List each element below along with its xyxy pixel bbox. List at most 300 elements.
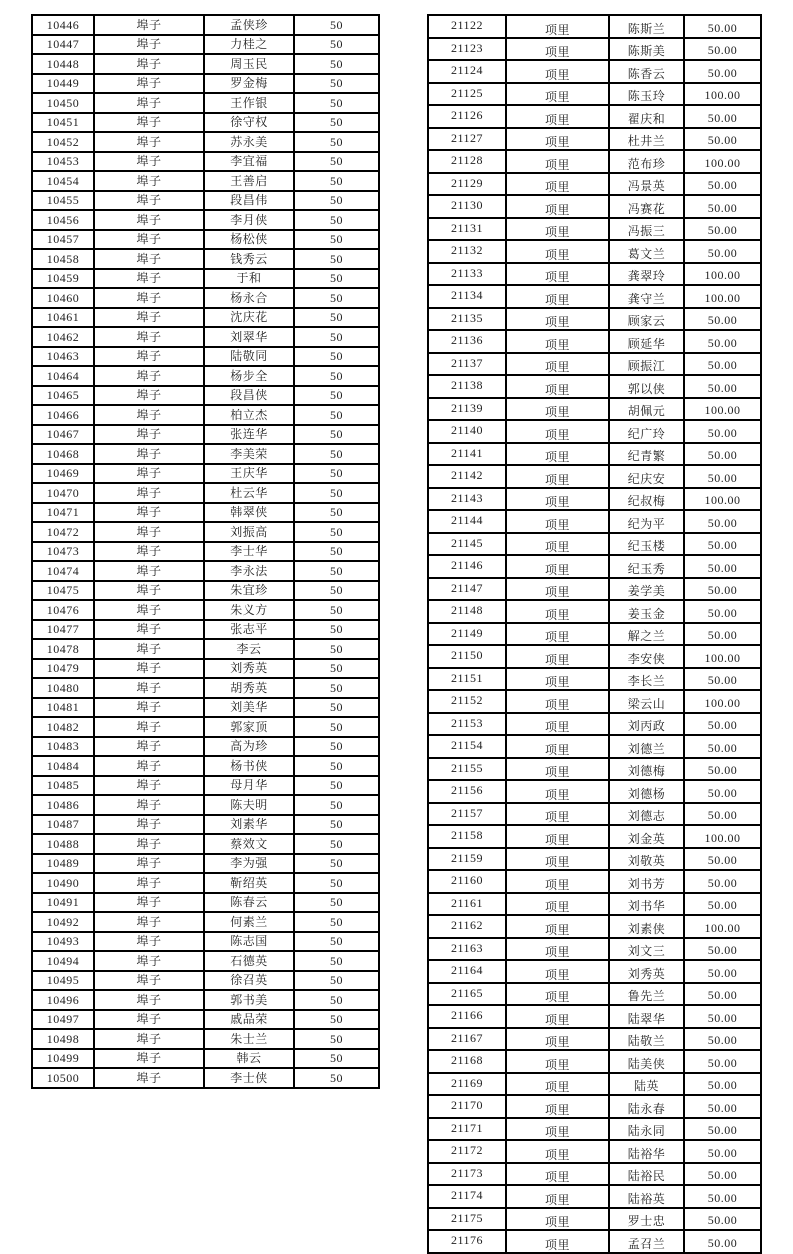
amount-cell: 100.00: [684, 150, 761, 173]
location-cell: 埠子: [94, 854, 204, 874]
id-cell: 21169: [428, 1073, 506, 1096]
location-cell: 项里: [506, 330, 609, 353]
location-cell: 项里: [506, 308, 609, 331]
table-row: [32, 132, 379, 152]
table-row: [428, 960, 761, 983]
amount-cell: 50: [294, 542, 379, 562]
id-cell: 21125: [428, 83, 506, 106]
location-cell: 埠子: [94, 717, 204, 737]
amount-cell: 50: [294, 678, 379, 698]
location-cell: 埠子: [94, 464, 204, 484]
table-row: [428, 105, 761, 128]
table-row: [428, 1073, 761, 1096]
location-cell: 项里: [506, 128, 609, 151]
location-cell: 项里: [506, 398, 609, 421]
name-cell: 刘德兰: [609, 735, 684, 758]
location-cell: 埠子: [94, 698, 204, 718]
table-row: [32, 990, 379, 1010]
table-row: [428, 533, 761, 556]
name-cell: 刘翠华: [204, 327, 294, 347]
id-cell: 10463: [32, 347, 94, 367]
location-cell: 项里: [506, 1028, 609, 1051]
location-cell: 埠子: [94, 405, 204, 425]
id-cell: 10458: [32, 249, 94, 269]
name-cell: 刘振高: [204, 522, 294, 542]
table-row: [32, 483, 379, 503]
table-row: [32, 912, 379, 932]
table-row: [32, 464, 379, 484]
table-row: [32, 54, 379, 74]
location-cell: 埠子: [94, 425, 204, 445]
table-row: [428, 443, 761, 466]
amount-cell: 50: [294, 288, 379, 308]
id-cell: 21173: [428, 1163, 506, 1186]
name-cell: 蔡效文: [204, 834, 294, 854]
location-cell: 埠子: [94, 951, 204, 971]
id-cell: 21170: [428, 1095, 506, 1118]
amount-cell: 50: [294, 327, 379, 347]
id-cell: 10488: [32, 834, 94, 854]
name-cell: 陆裕民: [609, 1163, 684, 1186]
name-cell: 周玉民: [204, 54, 294, 74]
id-cell: 10472: [32, 522, 94, 542]
table-row: [428, 983, 761, 1006]
id-cell: 21131: [428, 218, 506, 241]
id-cell: 10460: [32, 288, 94, 308]
table-row: [32, 1029, 379, 1049]
table-row: [428, 825, 761, 848]
location-cell: 项里: [506, 1185, 609, 1208]
id-cell: 10457: [32, 230, 94, 250]
name-cell: 李美荣: [204, 444, 294, 464]
name-cell: 范布珍: [609, 150, 684, 173]
name-cell: 高为珍: [204, 737, 294, 757]
name-cell: 杜云华: [204, 483, 294, 503]
id-cell: 10490: [32, 873, 94, 893]
location-cell: 项里: [506, 1163, 609, 1186]
name-cell: 母月华: [204, 776, 294, 796]
id-cell: 10486: [32, 795, 94, 815]
amount-cell: 50: [294, 893, 379, 913]
id-cell: 10447: [32, 35, 94, 55]
table-row: [32, 113, 379, 133]
name-cell: 刘金英: [609, 825, 684, 848]
left-table: [31, 14, 380, 1089]
id-cell: 21144: [428, 510, 506, 533]
amount-cell: 100.00: [684, 285, 761, 308]
amount-cell: 50: [294, 639, 379, 659]
location-cell: 埠子: [94, 1049, 204, 1069]
table-row: [32, 795, 379, 815]
table-row: [428, 420, 761, 443]
id-cell: 21155: [428, 758, 506, 781]
name-cell: 龚守兰: [609, 285, 684, 308]
amount-cell: 100.00: [684, 398, 761, 421]
right-table: [427, 14, 762, 1254]
name-cell: 陈夫明: [204, 795, 294, 815]
table-row: [32, 249, 379, 269]
id-cell: 21157: [428, 803, 506, 826]
table-row: [32, 542, 379, 562]
table-row: [32, 756, 379, 776]
name-cell: 翟庆和: [609, 105, 684, 128]
location-cell: 项里: [506, 285, 609, 308]
amount-cell: 50.00: [684, 443, 761, 466]
table-row: [32, 35, 379, 55]
location-cell: 埠子: [94, 1010, 204, 1030]
name-cell: 郭以侠: [609, 375, 684, 398]
location-cell: 项里: [506, 150, 609, 173]
table-row: [32, 288, 379, 308]
id-cell: 10467: [32, 425, 94, 445]
amount-cell: 50.00: [684, 758, 761, 781]
id-cell: 10494: [32, 951, 94, 971]
amount-cell: 50: [294, 269, 379, 289]
name-cell: 顾延华: [609, 330, 684, 353]
location-cell: 埠子: [94, 503, 204, 523]
name-cell: 刘敬英: [609, 848, 684, 871]
name-cell: 张志平: [204, 620, 294, 640]
location-cell: 埠子: [94, 171, 204, 191]
id-cell: 21168: [428, 1050, 506, 1073]
name-cell: 胡秀英: [204, 678, 294, 698]
location-cell: 项里: [506, 915, 609, 938]
table-row: [32, 503, 379, 523]
amount-cell: 50: [294, 1029, 379, 1049]
table-row: [428, 893, 761, 916]
table-row: [32, 581, 379, 601]
amount-cell: 50.00: [684, 803, 761, 826]
table-row: [32, 873, 379, 893]
id-cell: 10452: [32, 132, 94, 152]
name-cell: 陆永春: [609, 1095, 684, 1118]
name-cell: 胡佩元: [609, 398, 684, 421]
amount-cell: 50.00: [684, 195, 761, 218]
location-cell: 埠子: [94, 873, 204, 893]
location-cell: 项里: [506, 1073, 609, 1096]
name-cell: 鲁先兰: [609, 983, 684, 1006]
table-row: [428, 870, 761, 893]
table-row: [32, 93, 379, 113]
location-cell: 项里: [506, 1005, 609, 1028]
name-cell: 纪为平: [609, 510, 684, 533]
amount-cell: 50: [294, 932, 379, 952]
location-cell: 埠子: [94, 1029, 204, 1049]
id-cell: 21140: [428, 420, 506, 443]
amount-cell: 50: [294, 990, 379, 1010]
table-row: [32, 191, 379, 211]
amount-cell: 50.00: [684, 1005, 761, 1028]
id-cell: 10475: [32, 581, 94, 601]
location-cell: 埠子: [94, 834, 204, 854]
name-cell: 纪青繁: [609, 443, 684, 466]
table-row: [32, 308, 379, 328]
location-cell: 埠子: [94, 971, 204, 991]
name-cell: 李永法: [204, 561, 294, 581]
location-cell: 埠子: [94, 15, 204, 35]
id-cell: 21148: [428, 600, 506, 623]
id-cell: 21166: [428, 1005, 506, 1028]
amount-cell: 50: [294, 35, 379, 55]
location-cell: 项里: [506, 465, 609, 488]
table-row: [428, 735, 761, 758]
name-cell: 陈春云: [204, 893, 294, 913]
id-cell: 21124: [428, 60, 506, 83]
amount-cell: 100.00: [684, 488, 761, 511]
location-cell: 埠子: [94, 893, 204, 913]
location-cell: 项里: [506, 555, 609, 578]
table-row: [32, 1010, 379, 1030]
amount-cell: 50: [294, 1010, 379, 1030]
name-cell: 徐守权: [204, 113, 294, 133]
name-cell: 陈玉玲: [609, 83, 684, 106]
id-cell: 21165: [428, 983, 506, 1006]
location-cell: 项里: [506, 803, 609, 826]
location-cell: 项里: [506, 105, 609, 128]
amount-cell: 50.00: [684, 60, 761, 83]
amount-cell: 50.00: [684, 848, 761, 871]
table-row: [428, 803, 761, 826]
location-cell: 埠子: [94, 581, 204, 601]
amount-cell: 50: [294, 815, 379, 835]
name-cell: 顾振江: [609, 353, 684, 376]
table-row: [428, 915, 761, 938]
amount-cell: 50.00: [684, 893, 761, 916]
table-row: [428, 353, 761, 376]
amount-cell: 50: [294, 756, 379, 776]
location-cell: 项里: [506, 1230, 609, 1253]
amount-cell: 50: [294, 717, 379, 737]
id-cell: 10464: [32, 366, 94, 386]
location-cell: 埠子: [94, 132, 204, 152]
name-cell: 石德英: [204, 951, 294, 971]
location-cell: 项里: [506, 623, 609, 646]
table-row: [428, 83, 761, 106]
id-cell: 10478: [32, 639, 94, 659]
location-cell: 项里: [506, 848, 609, 871]
location-cell: 项里: [506, 645, 609, 668]
location-cell: 项里: [506, 690, 609, 713]
name-cell: 纪玉秀: [609, 555, 684, 578]
name-cell: 陈斯美: [609, 38, 684, 61]
table-row: [32, 210, 379, 230]
name-cell: 纪庆安: [609, 465, 684, 488]
name-cell: 刘德杨: [609, 780, 684, 803]
id-cell: 21143: [428, 488, 506, 511]
table-row: [428, 600, 761, 623]
id-cell: 21154: [428, 735, 506, 758]
name-cell: 姜学美: [609, 578, 684, 601]
name-cell: 沈庆花: [204, 308, 294, 328]
id-cell: 10453: [32, 152, 94, 172]
table-row: [428, 713, 761, 736]
id-cell: 21167: [428, 1028, 506, 1051]
location-cell: 项里: [506, 1118, 609, 1141]
name-cell: 戚品荣: [204, 1010, 294, 1030]
table-row: [428, 1163, 761, 1186]
id-cell: 21153: [428, 713, 506, 736]
location-cell: 埠子: [94, 1068, 204, 1088]
table-row: [32, 74, 379, 94]
amount-cell: 50: [294, 795, 379, 815]
location-cell: 项里: [506, 15, 609, 38]
id-cell: 21135: [428, 308, 506, 331]
name-cell: 力桂之: [204, 35, 294, 55]
table-row: [32, 932, 379, 952]
amount-cell: 50.00: [684, 375, 761, 398]
amount-cell: 50: [294, 1068, 379, 1088]
amount-cell: 50.00: [684, 128, 761, 151]
name-cell: 孟侠珍: [204, 15, 294, 35]
location-cell: 埠子: [94, 35, 204, 55]
name-cell: 李为强: [204, 854, 294, 874]
table-row: [32, 405, 379, 425]
table-row: [428, 375, 761, 398]
table-row: [428, 1185, 761, 1208]
table-row: [428, 15, 761, 38]
location-cell: 埠子: [94, 561, 204, 581]
amount-cell: 50.00: [684, 1073, 761, 1096]
table-row: [428, 330, 761, 353]
location-cell: 项里: [506, 60, 609, 83]
amount-cell: 50: [294, 659, 379, 679]
location-cell: 埠子: [94, 347, 204, 367]
id-cell: 21150: [428, 645, 506, 668]
id-cell: 21122: [428, 15, 506, 38]
id-cell: 21129: [428, 173, 506, 196]
location-cell: 埠子: [94, 191, 204, 211]
id-cell: 21141: [428, 443, 506, 466]
amount-cell: 50.00: [684, 15, 761, 38]
id-cell: 10483: [32, 737, 94, 757]
location-cell: 项里: [506, 83, 609, 106]
id-cell: 10496: [32, 990, 94, 1010]
amount-cell: 50.00: [684, 1208, 761, 1231]
name-cell: 解之兰: [609, 623, 684, 646]
name-cell: 李云: [204, 639, 294, 659]
amount-cell: 50.00: [684, 510, 761, 533]
id-cell: 21160: [428, 870, 506, 893]
name-cell: 纪叔梅: [609, 488, 684, 511]
location-cell: 埠子: [94, 932, 204, 952]
table-row: [32, 620, 379, 640]
name-cell: 刘书芳: [609, 870, 684, 893]
table-row: [428, 758, 761, 781]
location-cell: 埠子: [94, 659, 204, 679]
table-row: [428, 510, 761, 533]
id-cell: 10449: [32, 74, 94, 94]
location-cell: 项里: [506, 960, 609, 983]
id-cell: 21151: [428, 668, 506, 691]
id-cell: 21137: [428, 353, 506, 376]
name-cell: 韩云: [204, 1049, 294, 1069]
amount-cell: 50: [294, 386, 379, 406]
id-cell: 10469: [32, 464, 94, 484]
table-row: [32, 152, 379, 172]
name-cell: 柏立杰: [204, 405, 294, 425]
name-cell: 刘丙政: [609, 713, 684, 736]
name-cell: 陈志国: [204, 932, 294, 952]
name-cell: 纪广玲: [609, 420, 684, 443]
amount-cell: 100.00: [684, 825, 761, 848]
id-cell: 21152: [428, 690, 506, 713]
name-cell: 纪玉楼: [609, 533, 684, 556]
id-cell: 21164: [428, 960, 506, 983]
amount-cell: 50.00: [684, 420, 761, 443]
id-cell: 21134: [428, 285, 506, 308]
location-cell: 项里: [506, 420, 609, 443]
amount-cell: 50: [294, 93, 379, 113]
name-cell: 杨步全: [204, 366, 294, 386]
amount-cell: 100.00: [684, 690, 761, 713]
id-cell: 10476: [32, 600, 94, 620]
table-row: [428, 263, 761, 286]
table-row: [32, 717, 379, 737]
amount-cell: 50: [294, 737, 379, 757]
table-row: [428, 308, 761, 331]
id-cell: 21149: [428, 623, 506, 646]
amount-cell: 50.00: [684, 983, 761, 1006]
id-cell: 10481: [32, 698, 94, 718]
table-row: [32, 425, 379, 445]
name-cell: 孟召兰: [609, 1230, 684, 1253]
id-cell: 21127: [428, 128, 506, 151]
table-row: [32, 230, 379, 250]
location-cell: 项里: [506, 938, 609, 961]
table-row: [32, 15, 379, 35]
left-table-body: [32, 15, 379, 1088]
location-cell: 埠子: [94, 795, 204, 815]
table-row: [32, 366, 379, 386]
table-row: [32, 737, 379, 757]
name-cell: 李安侠: [609, 645, 684, 668]
name-cell: 刘书华: [609, 893, 684, 916]
location-cell: 项里: [506, 488, 609, 511]
table-row: [32, 269, 379, 289]
amount-cell: 50: [294, 15, 379, 35]
amount-cell: 50: [294, 74, 379, 94]
name-cell: 陆美侠: [609, 1050, 684, 1073]
amount-cell: 50: [294, 366, 379, 386]
table-row: [32, 678, 379, 698]
location-cell: 项里: [506, 983, 609, 1006]
id-cell: 21138: [428, 375, 506, 398]
id-cell: 10477: [32, 620, 94, 640]
id-cell: 10459: [32, 269, 94, 289]
amount-cell: 50.00: [684, 38, 761, 61]
location-cell: 埠子: [94, 678, 204, 698]
amount-cell: 50.00: [684, 1185, 761, 1208]
table-row: [428, 1118, 761, 1141]
table-row: [32, 639, 379, 659]
id-cell: 21130: [428, 195, 506, 218]
table-row: [428, 195, 761, 218]
amount-cell: 50.00: [684, 1140, 761, 1163]
location-cell: 项里: [506, 758, 609, 781]
amount-cell: 50.00: [684, 353, 761, 376]
name-cell: 李士华: [204, 542, 294, 562]
location-cell: 埠子: [94, 522, 204, 542]
id-cell: 10493: [32, 932, 94, 952]
table-row: [428, 1028, 761, 1051]
table-row: [32, 951, 379, 971]
table-row: [428, 623, 761, 646]
id-cell: 21126: [428, 105, 506, 128]
amount-cell: 50: [294, 873, 379, 893]
name-cell: 顾家云: [609, 308, 684, 331]
table-row: [32, 1049, 379, 1069]
id-cell: 10456: [32, 210, 94, 230]
